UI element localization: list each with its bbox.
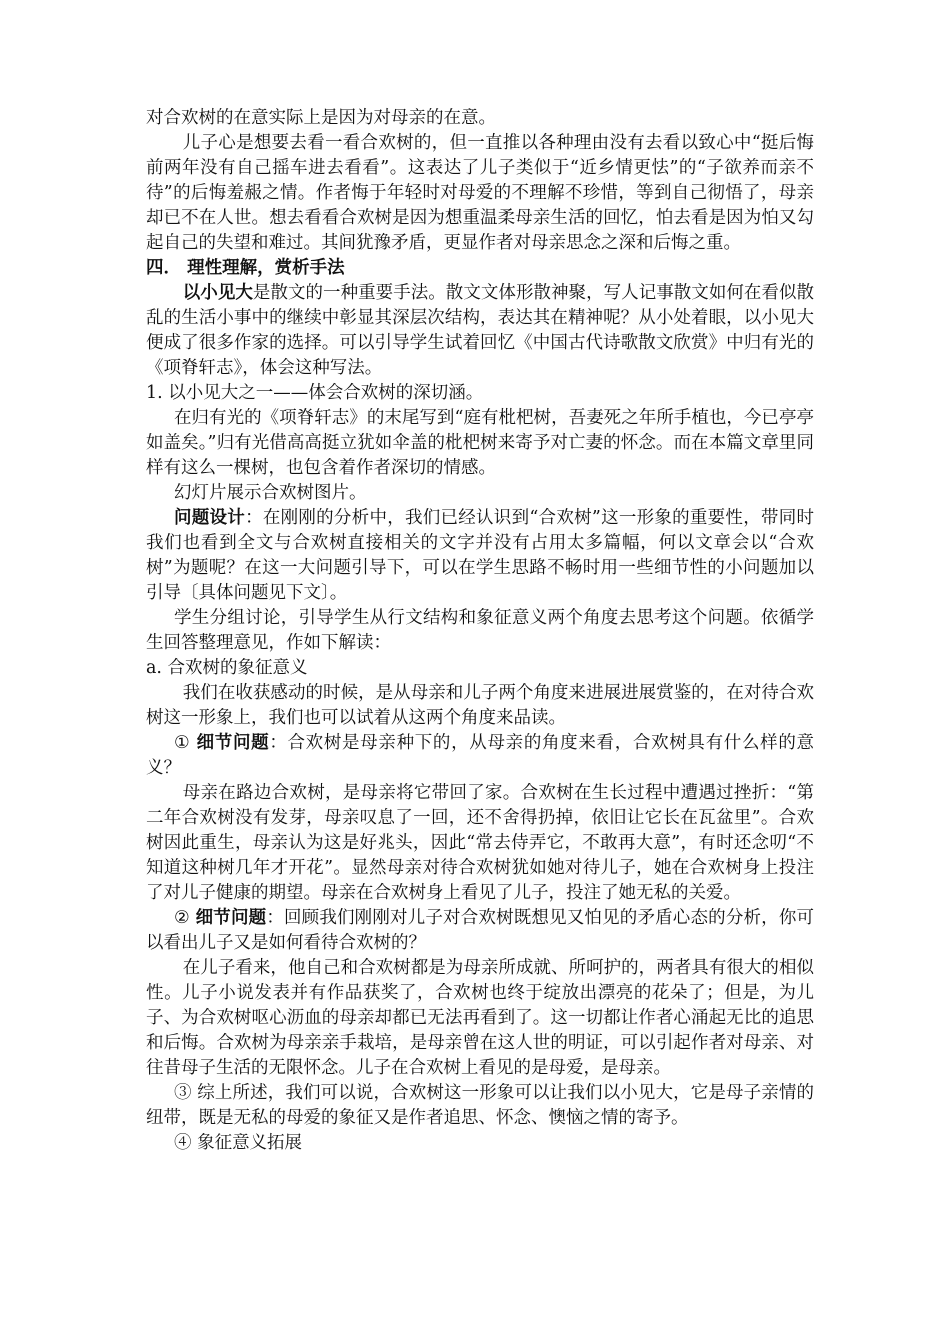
paragraph-text: ：在刚刚的分析中，我们已经认识到“合欢树”这一形象的重要性，带同时我们也看到全文与合欢树直接相关的文字并没有占用太多篇幅，何以文章会以“合欢树”为题呢？在这一大问题引导下，可以在学生思路不畅时用一些细节性的小问题加以引导〔具体问题见下文〕。 xyxy=(146,508,814,603)
item-number: ① xyxy=(174,733,197,753)
section-heading: 四． 理性理解，赏析手法 xyxy=(146,258,345,278)
bold-term: 细节问题 xyxy=(195,908,267,928)
paragraph: 在归有光的《项脊轩志》的末尾写到“庭有枇杷树，吾妻死之年所手植也，今已亭亭如盖矣。”归有光借高高挺立犹如伞盖的枇杷树来寄予对亡妻的怀念。而在本篇文章里同样有这么一棵树，也包含着作者深切的情感。 xyxy=(146,408,814,478)
bold-term: 问题设计 xyxy=(174,508,246,528)
paragraph: ④ 象征意义拓展 xyxy=(174,1133,303,1153)
paragraph: 对合欢树的在意实际上是因为对母亲的在意。 xyxy=(146,108,496,128)
paragraph-text: ：回顾我们刚刚对儿子对合欢树既想见又怕见的矛盾心态的分析，你可以看出儿子又是如何看待合欢树的？ xyxy=(146,908,815,953)
paragraph: ③ 综上所述，我们可以说，合欢树这一形象可以让我们以小见大，它是母子亲情的纽带，既是无私的母爱的象征又是作者追思、怀念、懊恼之情的寄予。 xyxy=(146,1083,814,1128)
paragraph-text: ：合欢树是母亲种下的，从母亲的角度来看，合欢树具有什么样的意义？ xyxy=(146,733,814,778)
question-paragraph xyxy=(146,906,814,956)
bold-term: 以小见大 xyxy=(182,283,253,303)
question-paragraph xyxy=(146,731,814,781)
paragraph: 幻灯片展示合欢树图片。 xyxy=(174,483,367,503)
paragraph: 母亲在路边合欢树，是母亲将它带回了家。合欢树在生长过程中遭遇过挫折：“第二年合欢树没有发芽，母亲叹息了一回，还不舍得扔掉，依旧让它长在瓦盆里”。合欢树因此重生，母亲认为这是好兆头，因此“常去侍弄它，不敢再大意”，有时还念叨“不知道这种树几年才开花”。显然母亲对待合欢树犹如她对待儿子，她在合欢树身上投注了对儿子健康的期望。母亲在合欢树身上看见了儿子，投注了她无私的关爱。 xyxy=(146,783,814,903)
paragraph xyxy=(146,506,814,606)
paragraph xyxy=(146,281,814,381)
subsection-heading: 1. 以小见大之一——体会合欢树的深切涵。 xyxy=(146,383,484,403)
item-number: ② xyxy=(174,908,196,928)
paragraph: 学生分组讨论，引导学生从行文结构和象征意义两个角度去思考这个问题。依循学生回答整理意见，作如下解读： xyxy=(146,608,814,653)
paragraph: 我们在收获感动的时候，是从母亲和儿子两个角度来进展进展赏鉴的，在对待合欢树这一形象上，我们也可以试着从这两个角度来品读。 xyxy=(146,683,814,728)
bold-term: 细节问题 xyxy=(196,733,270,753)
subsection-heading: a. 合欢树的象征意义 xyxy=(146,658,308,678)
paragraph: 在儿子看来，他自己和合欢树都是为母亲所成就、所呵护的，两者具有很大的相似性。儿子小说发表并有作品获奖了，合欢树也终于绽放出漂亮的花朵了；但是，为儿子、为合欢树呕心沥血的母亲却都已无法再看到了。这一切都让作者心涌起无比的追思和后悔。合欢树为母亲亲手栽培，是母亲曾在这人世的明证，可以引起作者对母亲、对往昔母子生活的无限怀念。儿子在合欢树上看见的是母爱，是母亲。 xyxy=(146,958,814,1078)
paragraph: 儿子心是想要去看一看合欢树的，但一直推以各种理由没有去看以致心中“挺后悔前两年没有自己摇车进去看看”。这表达了儿子类似于“近乡情更怯”的“子欲养而亲不待”的后悔羞赧之情。作者悔于年轻时对母爱的不理解不珍惜，等到自己彻悟了，母亲却已不在人世。想去看看合欢树是因为想重温柔母亲生活的回忆，怕去看是因为怕又勾起自己的失望和难过。其间犹豫矛盾，更显作者对母亲思念之深和后悔之重。 xyxy=(146,133,814,253)
paragraph-text: 是散文的一种重要手法。散文文体形散神聚，写人记事散文如何在看似散乱的生活小事中的继续中彰显其深层次结构，表达其在精神呢？从小处着眼，以小见大便成了很多作家的选择。可以引导学生试着回忆《中国古代诗歌散文欣赏》中归有光的《项脊轩志》，体会这种写法。 xyxy=(146,283,815,378)
document-page xyxy=(146,106,814,1156)
